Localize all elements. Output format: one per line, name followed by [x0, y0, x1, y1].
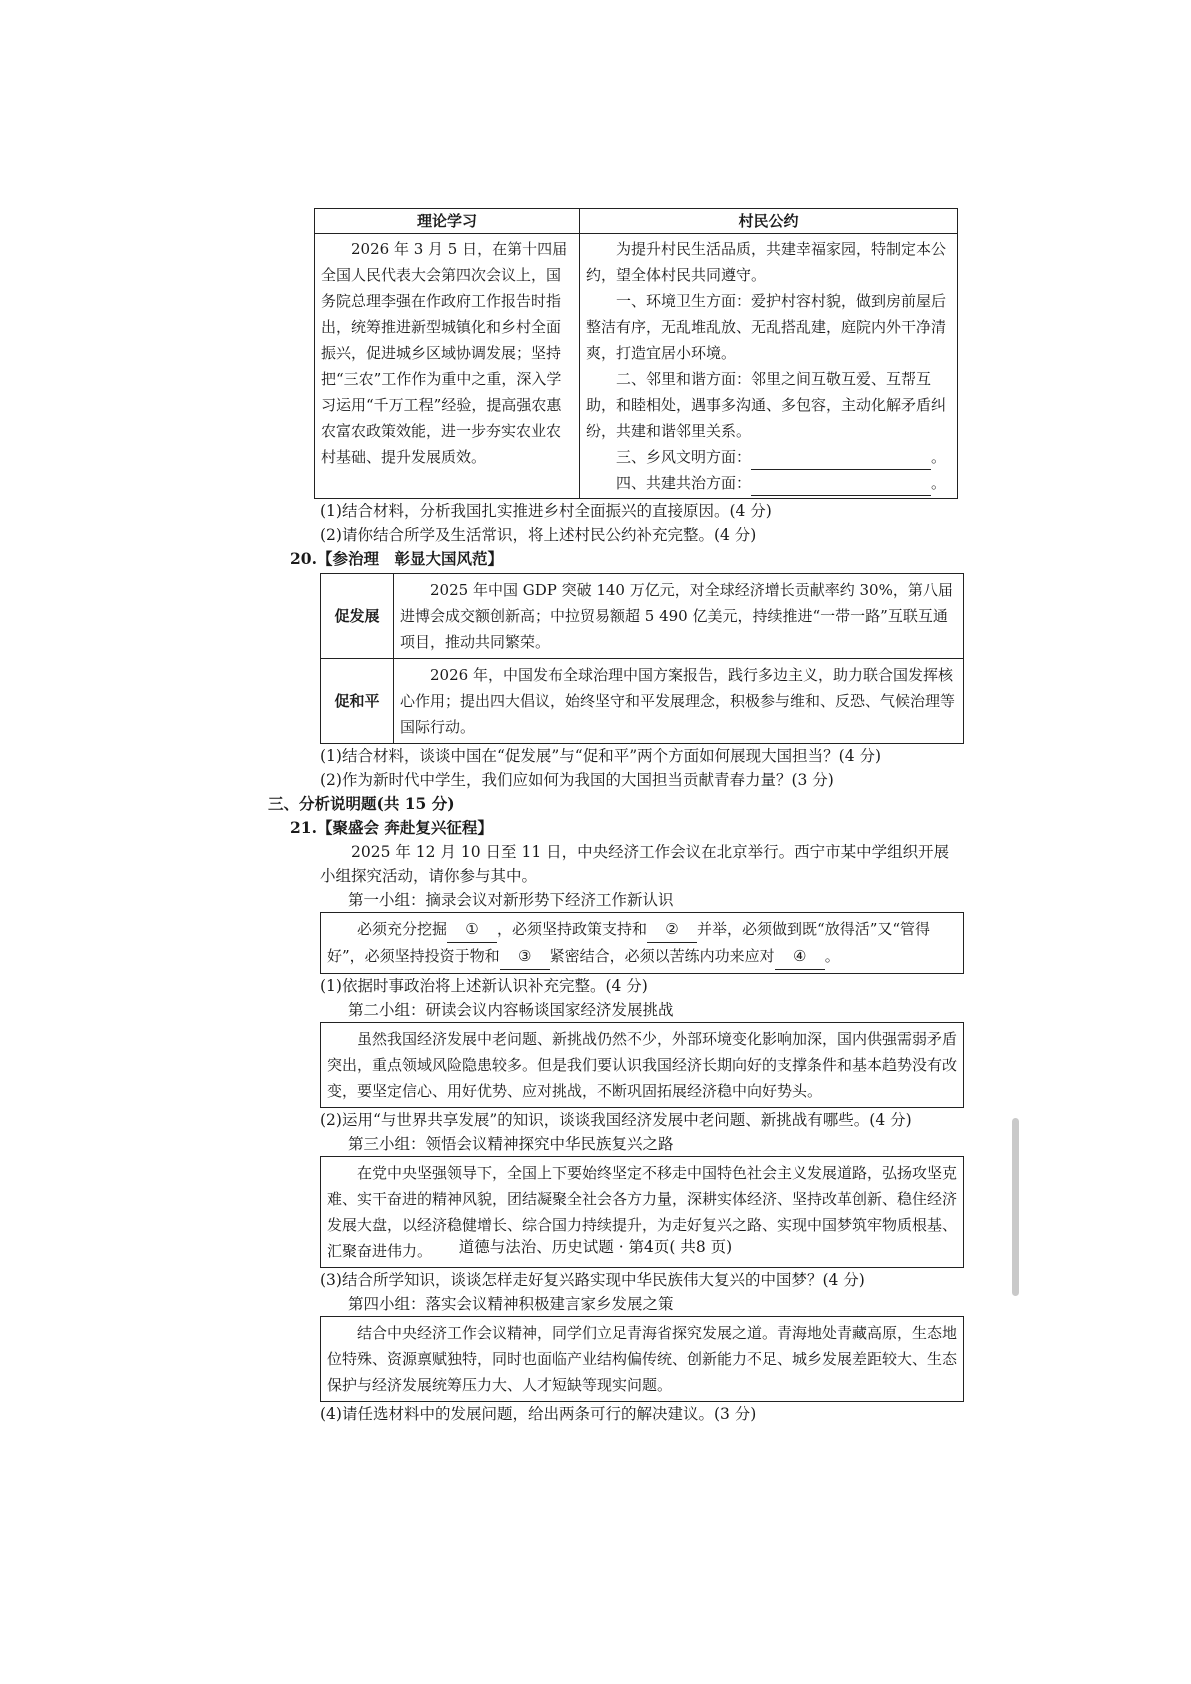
charter-cell [580, 234, 958, 499]
group2-title: 第二小组：研读会议内容畅谈国家经济发展挑战 [348, 1001, 674, 1019]
group1-box: 必须充分挖掘 ① ，必须坚持政策支持和 ② 并举，必须做到既“放得活”又“管得好”，必须坚持投资于物和 ③ 紧密结合，必须以苦练内功来应对 ④ 。 [320, 912, 964, 974]
q21-sub3: (3)结合所学知识，谈谈怎样走好复兴路实现中华民族伟大复兴的中国梦？(4 分) [320, 1271, 865, 1289]
charter-item-4: 四、共建共治方面： 。 [586, 470, 951, 496]
q20-text-development: 2025 年中国 GDP 突破 140 万亿元，对全球经济增长贡献率约 30%，第八届进博会成交额创新高；中拉贸易额超 5 490 亿美元，持续推进“一带一路”互联互通项目，推动共同繁荣。 [394, 574, 964, 659]
q20-label-development: 促发展 [321, 574, 394, 659]
section-3-heading: 三、分析说明题(共 15 分) [268, 794, 455, 813]
charter-intro: 为提升村民生活品质，共建幸福家园，特制定本公约，望全体村民共同遵守。 [586, 240, 947, 284]
q21-sub2: (2)运用“与世界共享发展”的知识，谈谈我国经济发展中老问题、新挑战有哪些。(4 分) [320, 1111, 912, 1129]
q20-sub1: (1)结合材料，谈谈中国在“促发展”与“促和平”两个方面如何展现大国担当？(4 分) [320, 747, 882, 765]
q20-text-peace: 2026 年，中国发布全球治理中国方案报告，践行多边主义，助力联合国发挥核心作用；提出四大倡议，始终坚守和平发展理念，积极参与维和、反恐、气候治理等国际行动。 [394, 659, 964, 744]
table-header-charter: 村民公约 [580, 209, 958, 234]
page-footer: 道德与法治、历史试题 · 第4页( 共8 页) [458, 1238, 733, 1256]
q20-label-peace: 促和平 [321, 659, 394, 744]
q20-heading: 20.【参治理 彰显大国风范】 [290, 549, 503, 568]
group3-title: 第三小组：领悟会议精神探究中华民族复兴之路 [348, 1135, 674, 1153]
charter-item-3: 三、乡风文明方面： 。 [586, 444, 951, 470]
q20-table [320, 573, 964, 744]
group4-title: 第四小组：落实会议精神积极建言家乡发展之策 [348, 1295, 674, 1313]
theory-charter-table [314, 208, 958, 499]
group2-box: 虽然我国经济发展中老问题、新挑战仍然不少，外部环境变化影响加深，国内供强需弱矛盾突出，重点领域风险隐患较多。但是我们要认识我国经济长期向好的支撑条件和基本趋势没有改变，要坚定信心、用好优势、应对挑战，不断巩固拓展经济稳中向好势头。 [320, 1022, 964, 1108]
blank-2: ② [647, 916, 697, 943]
group1-title: 第一小组：摘录会议对新形势下经济工作新认识 [348, 891, 674, 909]
scrollbar[interactable] [1012, 1118, 1019, 1296]
group3-box: 在党中央坚强领导下，全国上下要始终坚定不移走中国特色社会主义发展道路，弘扬攻坚克难、实干奋进的精神风貌，团结凝聚全社会各方力量，深耕实体经济、坚持改革创新、稳住经济发展大盘，以经济稳健增长、综合国力持续提升，为走好复兴之路、实现中国梦筑牢物质根基、汇聚奋进伟力。 [320, 1156, 964, 1268]
blank-3: ③ [500, 943, 550, 970]
q21-sub4: (4)请任选材料中的发展问题，给出两条可行的解决建议。(3 分) [320, 1405, 757, 1423]
theory-text: 2026 年 3 月 5 日，在第十四届全国人民代表大会第四次会议上，国务院总理李强在作政府工作报告时指出，统筹推进新型城镇化和乡村全面振兴，促进城乡区域协调发展；坚持把“三农”工作作为重中之重，深入学习运用“千万工程”经验，提高强农惠农富农政策效能，进一步夯实农业农村基础、提升发展质效。 [315, 234, 580, 499]
group4-box: 结合中央经济工作会议精神，同学们立足青海省探究发展之道。青海地处青藏高原，生态地位特殊、资源禀赋独特，同时也面临产业结构偏传统、创新能力不足、城乡发展差距较大、生态保护与经济发展统筹压力大、人才短缺等现实问题。 [320, 1316, 964, 1402]
q21-heading: 21.【聚盛会 奔赴复兴征程】 [290, 818, 493, 837]
q19-sub1: (1)结合材料，分析我国扎实推进乡村全面振兴的直接原因。(4 分) [320, 502, 772, 520]
charter-item-2: 二、邻里和谐方面：邻里之间互敬互爱、互帮互助，和睦相处，遇事多沟通、多包容，主动化解矛盾纠纷，共建和谐邻里关系。 [586, 370, 947, 440]
q20-sub2: (2)作为新时代中学生，我们应如何为我国的大国担当贡献青春力量？(3 分) [320, 771, 834, 789]
blank-1: ① [447, 916, 497, 943]
q21-sub1: (1)依据时事政治将上述新认识补充完整。(4 分) [320, 977, 648, 995]
q21-intro: 2025 年 12 月 10 日至 11 日，中央经济工作会议在北京举行。西宁市某中学组织开展小组探究活动，请你参与其中。 [320, 843, 950, 885]
blank-4: ④ [775, 943, 825, 970]
charter-item-1: 一、环境卫生方面：爱护村容村貌，做到房前屋后整洁有序，无乱堆乱放、无乱搭乱建，庭院内外干净清爽，打造宜居小环境。 [586, 292, 947, 362]
q19-sub2: (2)请你结合所学及生活常识，将上述村民公约补充完整。(4 分) [320, 526, 757, 544]
table-header-theory: 理论学习 [315, 209, 580, 234]
